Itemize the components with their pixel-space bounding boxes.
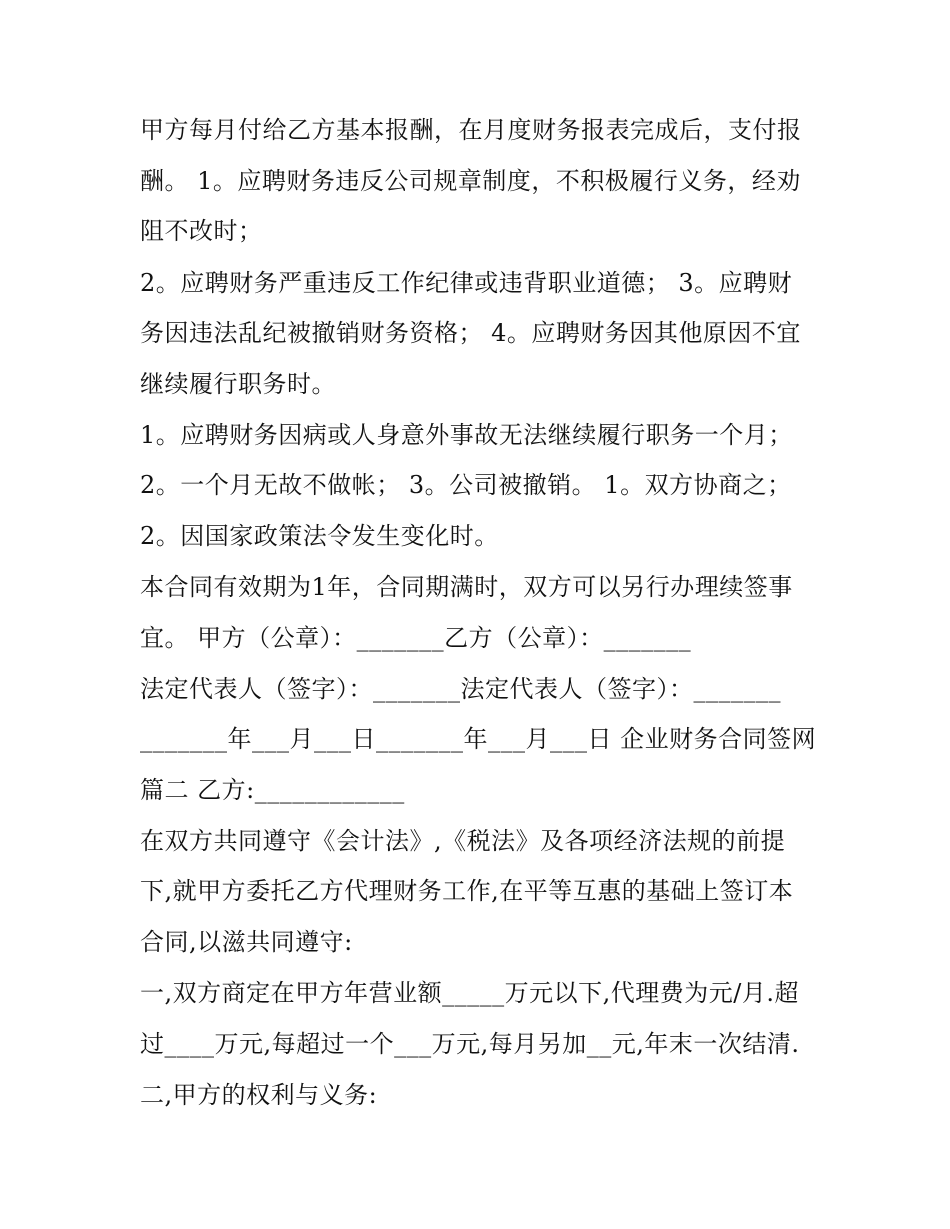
text-line: 篇二 乙方:____________ bbox=[140, 776, 405, 804]
text-line: _______年___月___日_______年___月___日 企业财务合同签网 bbox=[140, 725, 817, 753]
text-line: 甲方每月付给乙方基本报酬，在月度财务报表完成后，支付报 bbox=[140, 116, 802, 144]
text-line: 酬。 1。应聘财务违反公司规章制度，不积极履行义务，经劝 bbox=[140, 167, 801, 195]
text-line: 2。因国家政策法令发生变化时。 bbox=[140, 522, 499, 550]
text-line: 下,就甲方委托乙方代理财务工作,在平等互惠的基础上签订本 bbox=[140, 877, 794, 905]
text-line: 在双方共同遵守《会计法》,《税法》及各项经济法规的前提 bbox=[140, 827, 786, 855]
text-line: 本合同有效期为1年，合同期满时，双方可以另行办理续签事 bbox=[140, 573, 793, 601]
text-line: 继续履行职务时。 bbox=[140, 370, 336, 398]
text-line: 务因违法乱纪被撤销财务资格； 4。应聘财务因其他原因不宜 bbox=[140, 319, 801, 347]
text-line: 1。应聘财务因病或人身意外事故无法继续履行职务一个月； bbox=[140, 421, 793, 449]
text-line: 过____万元,每超过一个___万元,每月另加__元,年末一次结清. bbox=[140, 1030, 800, 1058]
text-line: 一,双方商定在甲方年营业额_____万元以下,代理费为元/月.超 bbox=[140, 979, 799, 1007]
text-line: 阻不改时； bbox=[140, 217, 263, 245]
text-line: 2。一个月无故不做帐； 3。公司被撤销。 1。双方协商之； bbox=[140, 471, 792, 499]
text-line: 二,甲方的权利与义务: bbox=[140, 1081, 378, 1109]
text-line: 宜。 甲方（公章）：_______乙方（公章）：_______ bbox=[140, 624, 692, 652]
text-line: 法定代表人（签字）：_______法定代表人（签字）：_______ bbox=[140, 675, 781, 703]
text-line: 2。应聘财务严重违反工作纪律或违背职业道德； 3。应聘财 bbox=[140, 269, 793, 297]
text-line: 合同,以滋共同遵守: bbox=[140, 928, 353, 956]
